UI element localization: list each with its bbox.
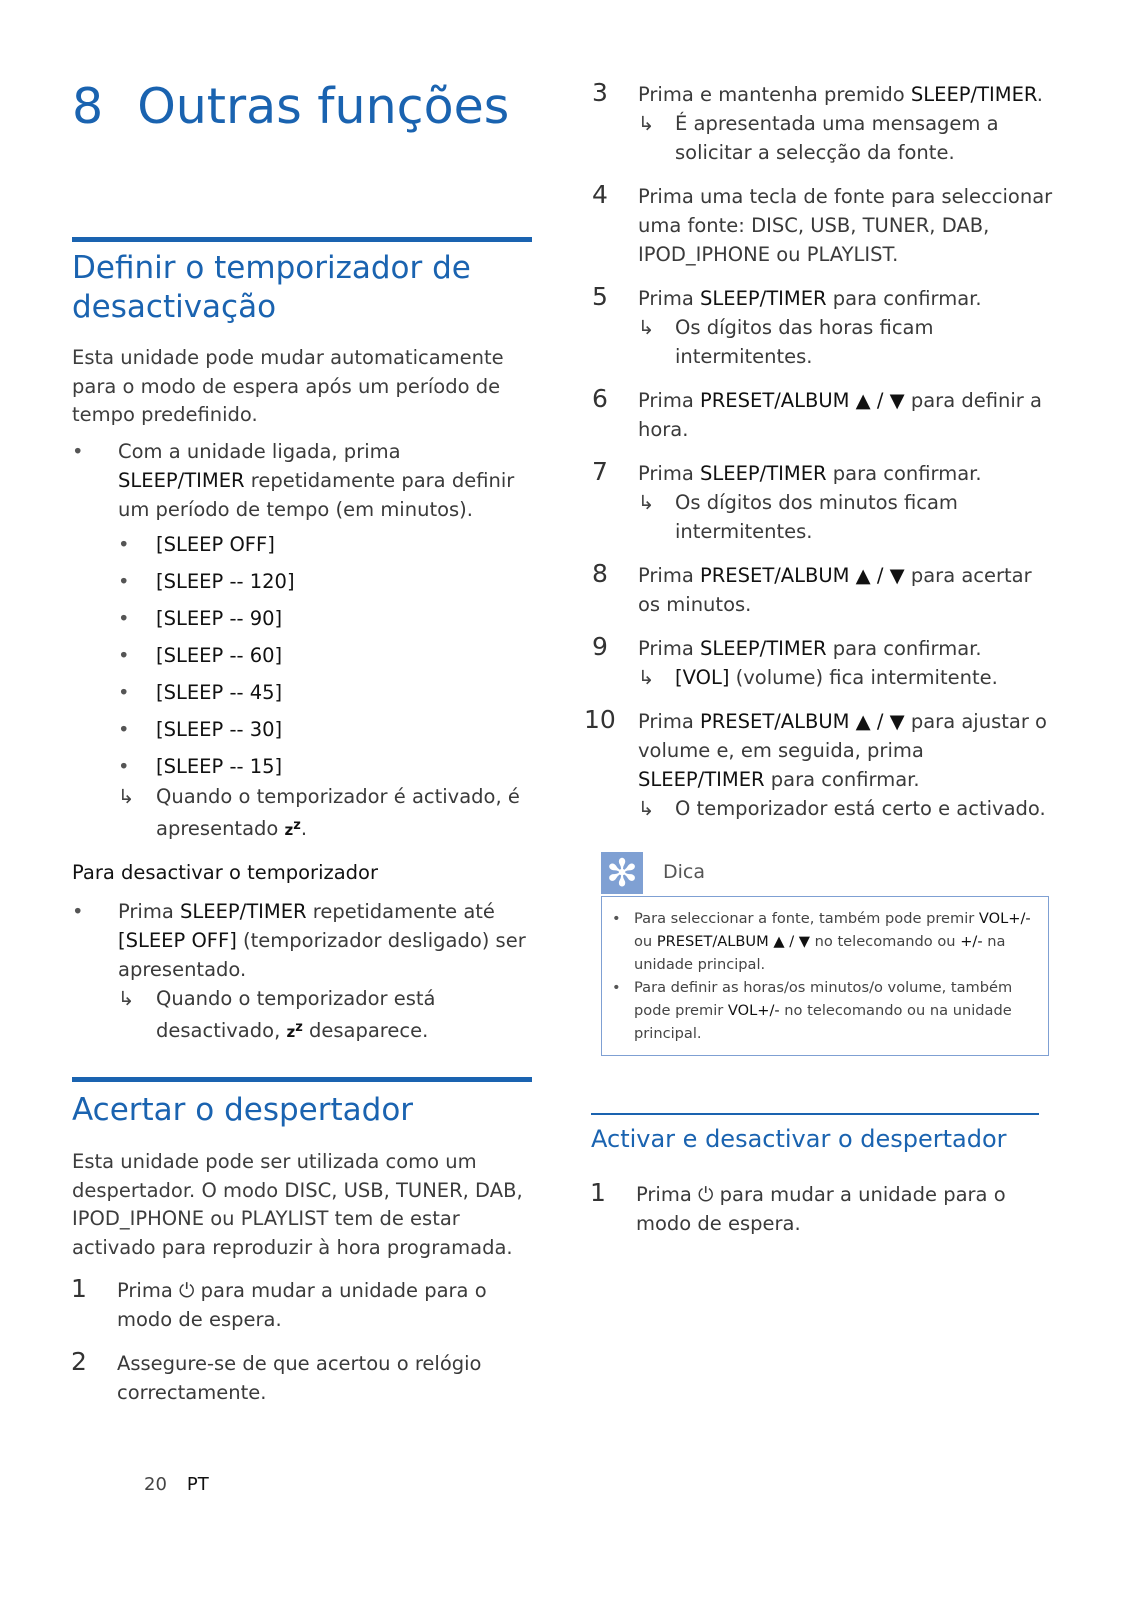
step-result: ↳ É apresentada uma mensagem a solicitar a selecção da fonte. [638,109,1053,167]
sleep-indicator-icon: $z^z$ [286,1019,303,1041]
alarm-step-2: 2 Assegure-se de que acertou o relógio correctamente. [71,1347,482,1404]
sleep-result: ↳ Quando o temporizador é activado, é apresentado $z^z$. [72,782,532,845]
result-arrow-icon: ↳ [638,491,655,514]
chapter-title [72,78,509,135]
alarm-step-8: 8 Prima PRESET/ALBUM ▲ / ▼ para acertar os minutos. [592,559,1032,616]
sleep-option: • [SLEEP -- 15] [72,753,532,782]
alarm-step-9: 9 Prima SLEEP/TIMER para confirmar. ↳ [VOL] (volume) fica intermitente. [593,634,1053,692]
section-rule [72,237,532,242]
sleep-option: • [SLEEP OFF] [72,531,532,568]
sleep-option: • [SLEEP -- 45] [72,679,532,716]
alarm-section [72,1077,532,1407]
section-rule [72,1077,532,1082]
section-rule [591,1113,1039,1115]
tip-item: • Para seleccionar a fonte, também pode premir VOL+/- ou PRESET/ALBUM ▲ / ▼ no telecomando ou +/- na unidade principal. [612,907,1036,976]
alarm-intro: Esta unidade pode ser utilizada como um despertador. O modo DISC, USB, TUNER, DAB, IPOD_IPHONE ou PLAYLIST tem de estar activado para reproduzir à hora programada. [72,1150,523,1259]
step-result: ↳ Os dígitos dos minutos ficam intermitentes. [638,488,1053,546]
tip-box [601,852,1049,1056]
alarm-heading: Acertar o despertador [72,1092,414,1128]
alarm-step-5: 5 Prima SLEEP/TIMER para confirmar. ↳ Os dígitos das horas ficam intermitentes. [593,284,1053,371]
result-arrow-icon: ↳ [118,986,135,1010]
alarm-step-1: 1 Prima ⏻ para mudar a unidade para o modo de espera. [71,1274,487,1331]
tip-star-icon: ✻ [601,852,643,894]
tip-item: • Para definir as horas/os minutos/o volume, também pode premir VOL+/- no telecomando ou na unidade principal. [612,976,1036,1045]
sleep-indicator-icon: $z^z$ [284,817,301,839]
sleep-heading: Definir o temporizador de desactivação [72,250,471,325]
sleep-option: • [SLEEP -- 120] [72,568,532,605]
result-arrow-icon: ↳ [118,784,135,808]
power-icon: ⏻ [698,1183,714,1206]
deactivate-heading: Para desactivar o temporizador [72,860,378,884]
sleep-instruction: • Com a unidade ligada, prima SLEEP/TIMER repetidamente para definir um período de tempo (em minutos). [72,437,532,524]
language-code: PT [186,1474,209,1495]
sleep-options-list [72,531,532,782]
result-arrow-icon: ↳ [638,666,655,689]
toggle-alarm-section [591,1113,1039,1238]
result-arrow-icon: ↳ [638,112,655,135]
alarm-step-4: 4 Prima uma tecla de fonte para seleccionar uma fonte: DISC, USB, TUNER, DAB, IPOD_IPHONE ou PLAYLIST. [592,180,1053,266]
toggle-alarm-heading: Activar e desactivar o despertador [591,1125,1007,1153]
page-footer [144,1474,209,1495]
sleep-option: • [SLEEP -- 90] [72,605,532,642]
deactivate-result: ↳ Quando o temporizador está desactivado, $z^z$ desaparece. [72,984,532,1047]
power-icon: ⏻ [179,1279,195,1302]
result-arrow-icon: ↳ [638,797,655,820]
page-number: 20 [144,1474,167,1495]
tip-title: Dica [663,861,705,883]
step-result: ↳ O temporizador está certo e activado. [638,794,1053,823]
step-result: ↳ Os dígitos das horas ficam intermitentes. [638,313,1053,371]
sleep-intro: Esta unidade pode mudar automaticamente para o modo de espera após um período de tempo predefinido. [72,346,504,426]
sleep-option: • [SLEEP -- 30] [72,716,532,753]
chapter-number: 8 [72,78,104,135]
sleep-option: • [SLEEP -- 60] [72,642,532,679]
alarm-steps-continued [584,78,1053,823]
result-arrow-icon: ↳ [638,316,655,339]
step-result: ↳ [VOL] (volume) fica intermitente. [638,663,1053,692]
deactivate-instruction: • Prima SLEEP/TIMER repetidamente até [SLEEP OFF] (temporizador desligado) ser apresentado. [72,897,532,984]
chapter-name: Outras funções [137,78,510,135]
sleep-section [72,237,532,1047]
alarm-step-6: 6 Prima PRESET/ALBUM ▲ / ▼ para definir a hora. [592,384,1042,441]
toggle-step-1: 1 Prima ⏻ para mudar a unidade para o modo de espera. [590,1178,1006,1235]
alarm-step-10: 10 Prima PRESET/ALBUM ▲ / ▼ para ajustar o volume e, em seguida, prima SLEEP/TIMER para confirmar. ↳ O temporizador está certo e activado. [593,707,1053,823]
alarm-step-3: 3 Prima e mantenha premido SLEEP/TIMER. ↳ É apresentada uma mensagem a solicitar a selecção da fonte. [593,80,1053,167]
tip-content [601,896,1049,1056]
alarm-step-7: 7 Prima SLEEP/TIMER para confirmar. ↳ Os dígitos dos minutos ficam intermitentes. [593,459,1053,546]
